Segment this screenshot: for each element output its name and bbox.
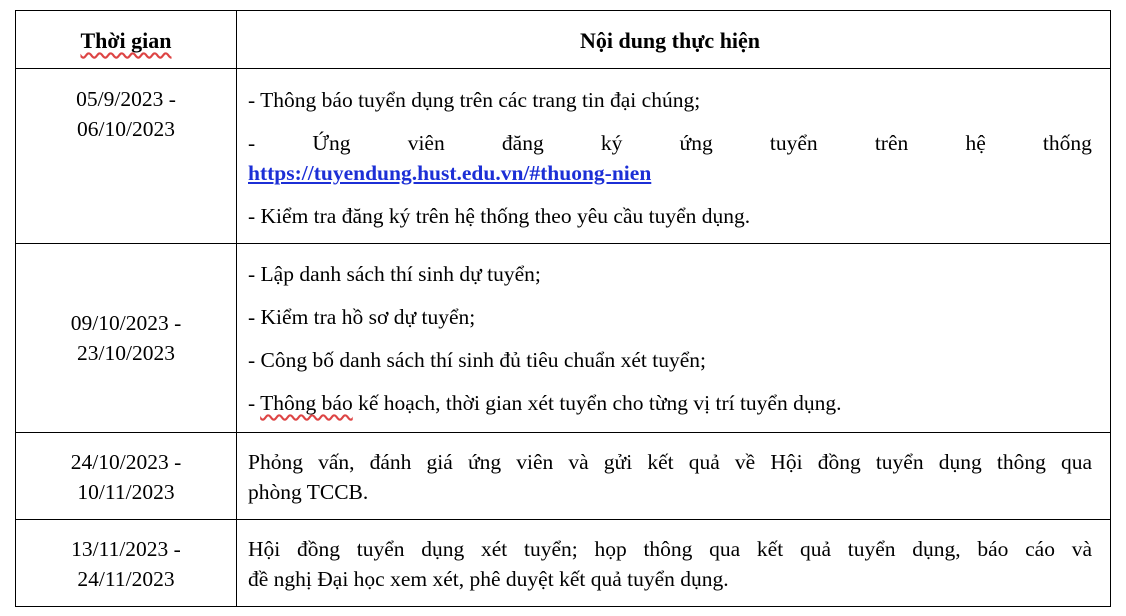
marked-text: Thông báo: [260, 391, 353, 415]
content-line: phòng TCCB.: [248, 480, 369, 504]
time-end: 24/11/2023: [77, 567, 175, 591]
content-item: [248, 388, 1092, 418]
word: -: [248, 131, 256, 155]
content-line: đề nghị Đại học xem xét, phê duyệt kết quả tuyển dụng.: [248, 567, 729, 591]
time-start: 13/11/2023 -: [71, 537, 181, 561]
content-item-spread: [248, 128, 1092, 158]
time-end: 06/10/2023: [77, 117, 175, 141]
word: tuyển: [769, 131, 818, 155]
time-start: 24/10/2023 -: [70, 450, 182, 474]
word: viên: [407, 131, 445, 155]
word: trên: [874, 131, 909, 155]
word: đăng: [501, 131, 544, 155]
row-4-content: [237, 534, 1111, 594]
header-content: Nội dung thực hiện: [579, 28, 761, 53]
row-divider: [16, 68, 1110, 69]
content-item: - Công bố danh sách thí sinh đủ tiêu chuẩn xét tuyển;: [248, 348, 706, 372]
row-3-time: [16, 447, 236, 507]
time-end: 10/11/2023: [77, 480, 175, 504]
row-3-content: [237, 447, 1111, 507]
content-line: Hội đồng tuyển dụng xét tuyển; họp thông qua kết quả tuyển dụng, báo cáo và: [248, 537, 1092, 561]
content-item: - Lập danh sách thí sinh dự tuyển;: [248, 262, 541, 286]
time-start: 09/10/2023 -: [70, 311, 182, 335]
content-line: Phỏng vấn, đánh giá ứng viên và gửi kết quả về Hội đồng tuyển dụng thông qua: [248, 450, 1092, 474]
header-time: [16, 26, 236, 56]
content-item: - Kiểm tra hồ sơ dự tuyển;: [248, 305, 476, 329]
content-item: - Kiểm tra đăng ký trên hệ thống theo yêu cầu tuyển dụng.: [248, 204, 751, 228]
content-item: - Thông báo tuyển dụng trên các trang tin đại chúng;: [248, 88, 701, 112]
item-rest: kế hoạch, thời gian xét tuyển cho từng vị trí tuyển dụng.: [352, 391, 842, 415]
row-1-time: [16, 84, 236, 144]
row-2-time: [16, 308, 236, 368]
word: ứng: [679, 131, 713, 155]
row-4-time: [16, 534, 236, 594]
row-divider: [16, 243, 1110, 244]
time-start: 05/9/2023 -: [76, 87, 176, 111]
item-prefix: -: [248, 391, 261, 415]
row-2-content: [237, 259, 1111, 418]
header-time-label: Thời gian: [80, 28, 172, 53]
word: hệ: [965, 131, 986, 155]
word: thống: [1042, 131, 1092, 155]
recruitment-link[interactable]: https://tuyendung.hust.edu.vn/#thuong-nien: [248, 161, 652, 185]
word: Ứng: [312, 131, 351, 155]
row-divider: [16, 432, 1110, 433]
schedule-table: [15, 10, 1111, 607]
word: ký: [600, 131, 623, 155]
time-end: 23/10/2023: [77, 341, 175, 365]
row-1-content: [237, 85, 1111, 231]
row-divider: [16, 519, 1110, 520]
